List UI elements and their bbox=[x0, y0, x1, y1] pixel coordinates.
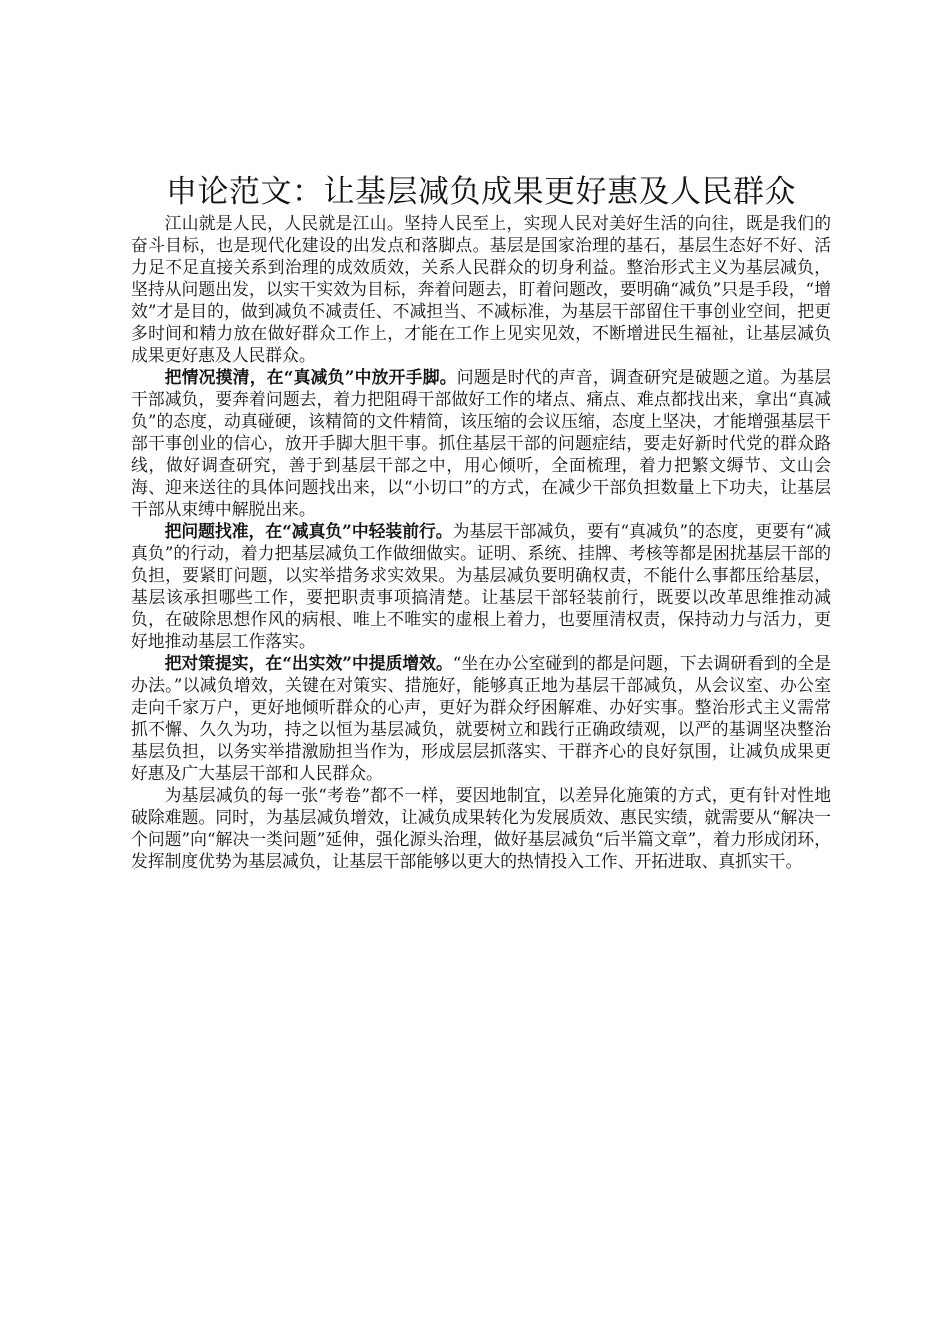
section-body-3: “坐在办公室碰到的都是问题，下去调研看到的全是办法。”以减负增效，关键在对策实、措施好，能够真正地为基层干部减负，从会议室、办公室走向千家万户，更好地倾听群众的心声，更好为群众纾困解难、办好实事。整治形式主义需常抓不懈、久久为功，持之以恒为基层减负，就要树立和践行正确政绩观，以严的基调坚决整治基层负担，以务实举措激励担当作为，形成层层抓落实、干群齐心的良好氛围，让减负成果更好惠及广大基层干部和人民群众。 bbox=[131, 653, 831, 783]
section-body-1: 问题是时代的声音，调查研究是破题之道。为基层干部减负，要奔着问题去，着力把阻碍干部做好工作的堵点、痛点、难点都找出来，拿出“真减负”的态度，动真碰硬，该精简的文件精简，该压缩的会议压缩，态度上坚决，才能增强基层干部干事创业的信心，放开手脚大胆干事。抓住基层干部的问题症结，要走好新时代党的群众路线，做好调查研究，善于到基层干部之中，用心倾听，全面梳理，着力把繁文缛节、文山会海、迎来送往的具体问题找出来，以“小切口”的方式，在减少干部负担数量上下功夫，让基层干部从束缚中解脱出来。 bbox=[131, 367, 831, 519]
section-paragraph-3 bbox=[131, 652, 831, 784]
intro-paragraph: 江山就是人民，人民就是江山。坚持人民至上，实现人民对美好生活的向往，既是我们的奋斗目标，也是现代化建设的出发点和落脚点。基层是国家治理的基石，基层生态好不好、活力足不足直接关系到治理的成效质效，关系人民群众的切身利益。整治形式主义为基层减负，坚持从问题出发，以实干实效为目标，奔着问题去，盯着问题改，要明确“减负”只是手段，“增效”才是目的，做到减负不减责任、不减担当、不减标准，为基层干部留住干事创业空间，把更多时间和精力放在做好群众工作上，才能在工作上见实见效，不断增进民生福祉，让基层减负成果更好惠及人民群众。 bbox=[131, 213, 831, 365]
conclusion-paragraph: 为基层减负的每一张“考卷”都不一样，要因地制宜，以差异化施策的方式，更有针对性地破除难题。同时，为基层减负增效，让减负成果转化为发展质效、惠民实绩，就需要从“解决一个问题”向“解决一类问题”延伸，强化源头治理，做好基层减负“后半篇文章”，着力形成闭环，发挥制度优势为基层减负，让基层干部能够以更大的热情投入工作、开拓进取、真抓实干。 bbox=[131, 785, 831, 871]
section-paragraph-1 bbox=[131, 366, 831, 520]
section-lead-3: 把对策提实，在“出实效”中提质增效。 bbox=[164, 653, 453, 673]
section-lead-1: 把情况摸清，在“真减负”中放开手脚。 bbox=[164, 367, 457, 387]
section-body-2: 为基层干部减负，要有“真减负”的态度，更要有“减真负”的行动，着力把基层减负工作做细做实。证明、系统、挂牌、考核等都是困扰基层干部的负担，要紧盯问题，以实举措务求实效果。为基层减负要明确权责，不能什么事都压给基层，基层该承担哪些工作，要把职责事项搞清楚。让基层干部轻装前行，既要以改革思维推动减负，在破除思想作风的病根、唯上不唯实的虚根上着力，也要厘清权责，保持动力与活力，更好地推动基层工作落实。 bbox=[131, 521, 831, 651]
section-paragraph-2 bbox=[131, 520, 831, 652]
document-title: 申论范文：让基层减负成果更好惠及人民群众 bbox=[166, 174, 796, 210]
document-page bbox=[131, 172, 831, 872]
section-lead-2: 把问题找准，在“减真负”中轻装前行。 bbox=[164, 521, 453, 541]
